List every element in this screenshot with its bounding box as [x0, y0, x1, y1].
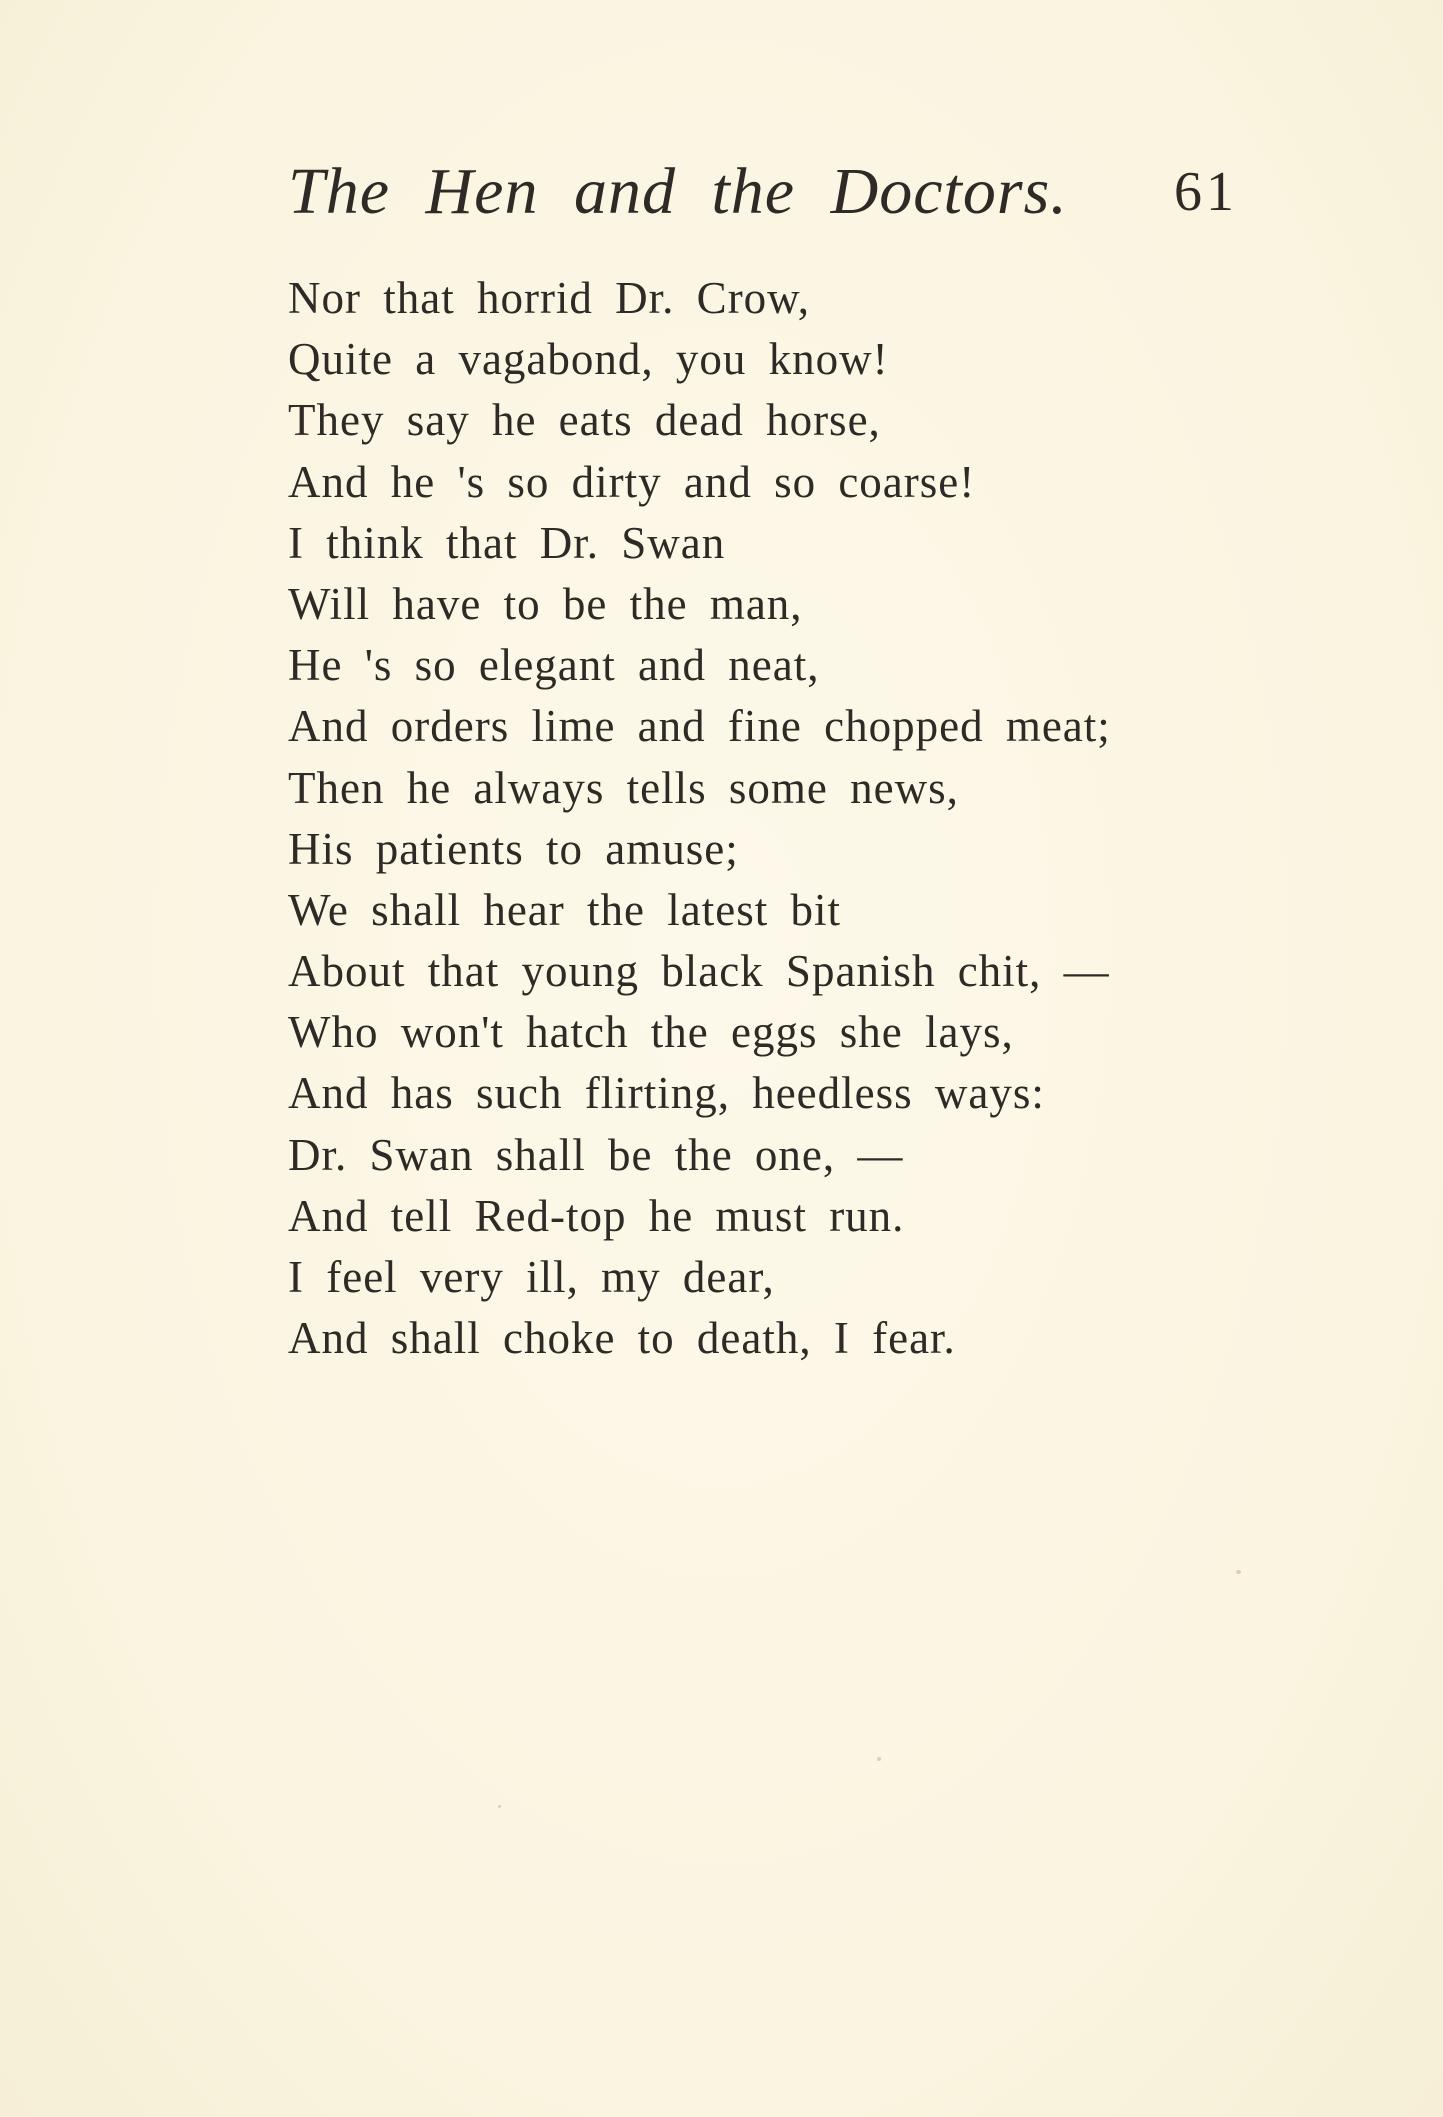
- running-head: [288, 152, 1238, 232]
- page-number: 61: [1174, 161, 1238, 223]
- verse-line: And orders lime and fine chopped meat;: [288, 701, 1111, 752]
- verse-line: And shall choke to death, I fear.: [288, 1313, 956, 1364]
- paper-speck: [1236, 1570, 1241, 1574]
- poem-stanza: [288, 268, 1288, 1369]
- verse-line: His patients to amuse;: [288, 823, 739, 874]
- verse-line: About that young black Spanish chit, —: [288, 946, 1110, 997]
- verse-line: They say he eats dead horse,: [288, 395, 881, 446]
- verse-line: I think that Dr. Swan: [288, 517, 726, 568]
- verse-line: Will have to be the man,: [288, 578, 803, 629]
- verse-line: Dr. Swan shall be the one, —: [288, 1129, 904, 1180]
- verse-line: We shall hear the latest bit: [288, 884, 841, 935]
- verse-line: Then he always tells some news,: [288, 762, 959, 813]
- verse-line: He 's so elegant and neat,: [288, 640, 820, 691]
- paper-speck: [877, 1757, 881, 1761]
- verse-line: And has such flirting, heedless ways:: [288, 1068, 1045, 1119]
- verse-line: And tell Red-top he must run.: [288, 1190, 905, 1241]
- paper-speck: [498, 1805, 501, 1808]
- verse-line: Who won't hatch the eggs she lays,: [288, 1007, 1014, 1058]
- verse-line: Quite a vagabond, you know!: [288, 334, 889, 385]
- verse-line: Nor that horrid Dr. Crow,: [288, 273, 811, 323]
- verse-line: And he 's so dirty and so coarse!: [288, 456, 976, 507]
- chapter-title: The Hen and the Doctors.: [288, 155, 1068, 228]
- verse-line: I feel very ill, my dear,: [288, 1252, 775, 1302]
